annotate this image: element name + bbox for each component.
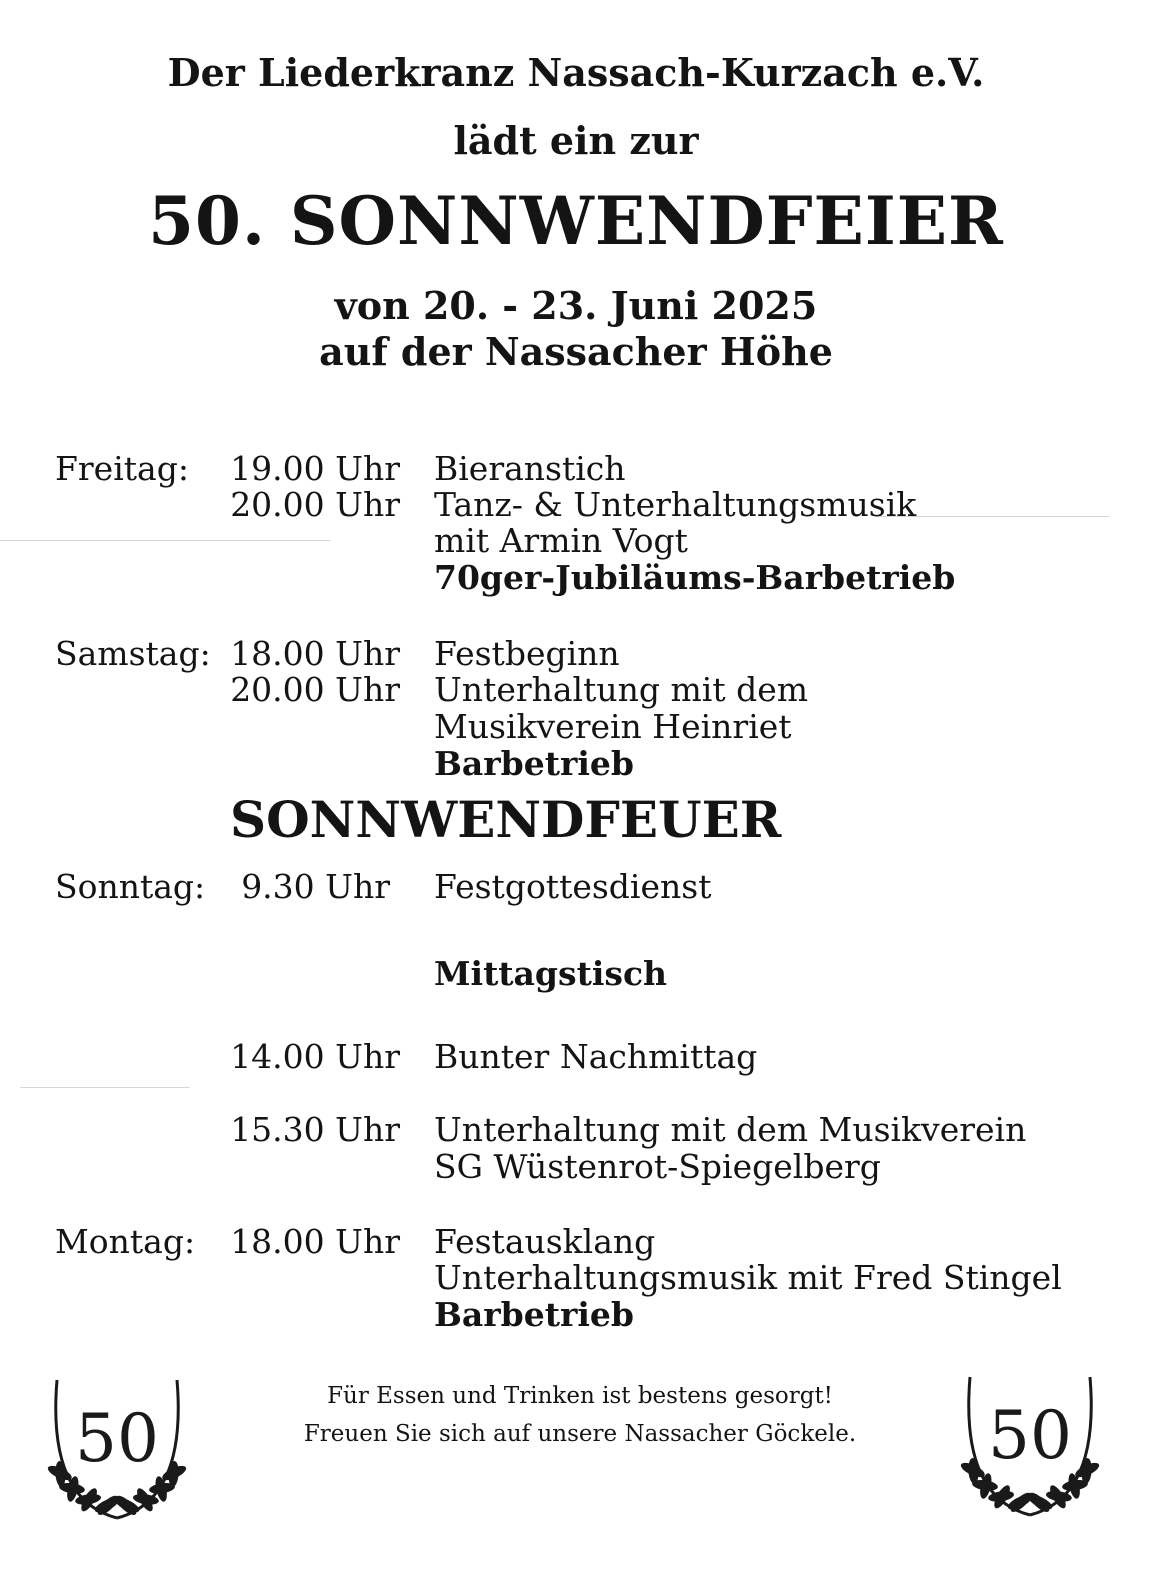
program-item: Bunter Nachmittag: [434, 1037, 758, 1076]
time-label: 18.00 Uhr: [230, 1222, 400, 1261]
program-item: Festausklang: [434, 1222, 656, 1261]
day-label-friday: Freitag:: [55, 449, 189, 488]
scan-artifact: [0, 540, 330, 541]
program-item: mit Armin Vogt: [434, 521, 688, 560]
day-label-saturday: Samstag:: [55, 634, 211, 673]
event-title: 50. SONNWENDFEIER: [148, 182, 1004, 260]
emblem-number: 50: [75, 1400, 159, 1477]
time-label: 14.00 Uhr: [230, 1037, 400, 1076]
event-dates: von 20. - 23. Juni 2025: [334, 283, 818, 328]
program-item: Musikverein Heinriet: [434, 707, 792, 746]
event-location: auf der Nassacher Höhe: [319, 329, 833, 374]
footer-line: Für Essen und Trinken ist bestens gesorgt!: [327, 1383, 833, 1409]
time-label: 19.00 Uhr: [230, 449, 400, 488]
footer-note: [230, 1377, 930, 1453]
day-label-sunday: Sonntag:: [55, 867, 206, 906]
program-item-bold: Barbetrieb: [434, 1295, 634, 1334]
time-label: 20.00 Uhr: [230, 670, 400, 709]
laurel-50-emblem-right: [935, 1352, 1125, 1522]
time-label: 18.00 Uhr: [230, 634, 400, 673]
footer-line: Freuen Sie sich auf unsere Nassacher Göckele.: [303, 1421, 857, 1447]
program-item: Tanz- & Unterhaltungsmusik: [434, 485, 917, 524]
emblem-number: 50: [988, 1397, 1072, 1474]
program-item: Unterhaltung mit dem Musikverein: [434, 1110, 1027, 1149]
program-item: Festgottesdienst: [434, 867, 712, 906]
organizer-name: Der Liederkranz Nassach-Kurzach e.V.: [167, 50, 985, 95]
event-dates-location: [0, 283, 1152, 375]
program-item: Unterhaltungsmusik mit Fred Stingel: [434, 1258, 1062, 1297]
time-label: 15.30 Uhr: [230, 1110, 400, 1149]
program-item-bold: Mittagstisch: [434, 954, 668, 993]
program-item: SG Wüstenrot-Spiegelberg: [434, 1147, 881, 1186]
program-item-bold: Barbetrieb: [434, 744, 634, 783]
day-label-monday: Montag:: [55, 1222, 196, 1261]
invite-line: lädt ein zur: [453, 118, 699, 163]
scan-artifact: [20, 1087, 190, 1088]
program-item-bold: 70ger-Jubiläums-Barbetrieb: [434, 558, 956, 597]
program-item: Unterhaltung mit dem: [434, 670, 809, 709]
program-item: Bieranstich: [434, 449, 626, 488]
time-label: 20.00 Uhr: [230, 485, 400, 524]
bonfire-heading: SONNWENDFEUER: [230, 790, 782, 849]
time-label: 9.30 Uhr: [241, 867, 390, 906]
program-item: Festbeginn: [434, 634, 620, 673]
laurel-50-emblem-left: [22, 1355, 212, 1525]
